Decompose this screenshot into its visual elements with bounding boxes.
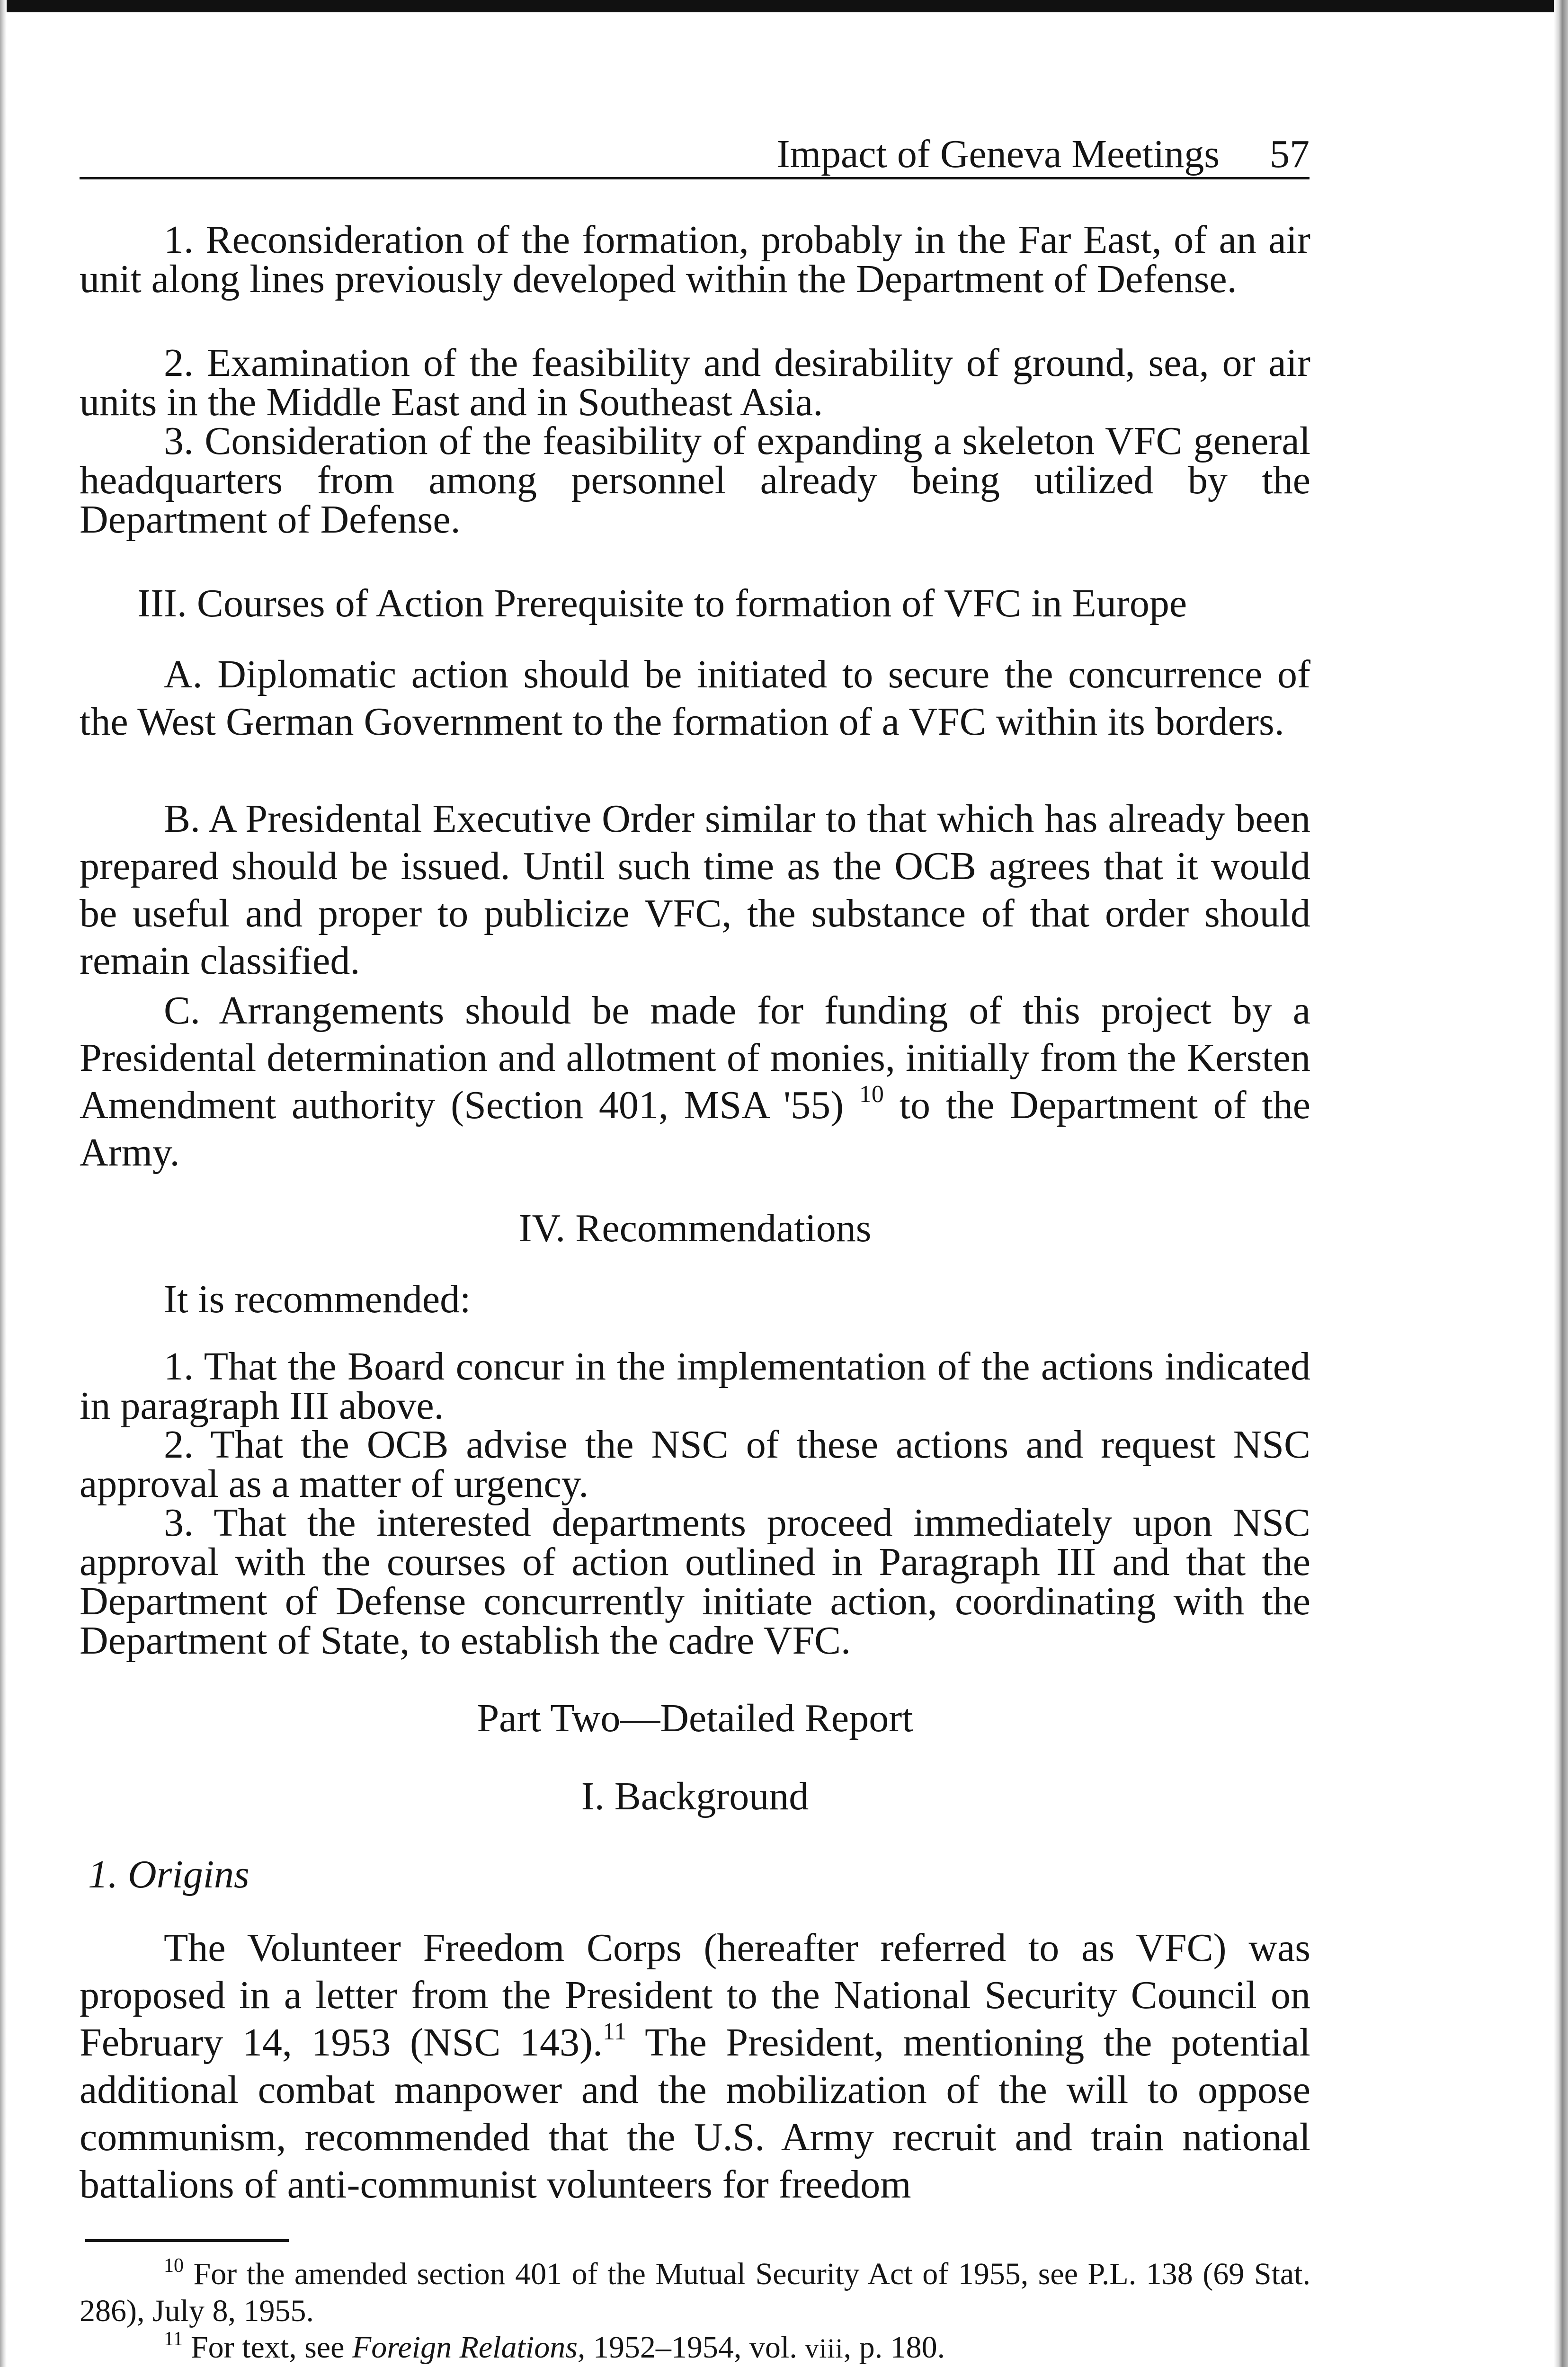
footnote-10-text: For the amended section 401 of the Mutual Security Act of 1955, see P.L. 138 (69 Stat. 286), July 8, 1955. <box>80 2257 1310 2328</box>
footnote-ref-10: 10 <box>859 1081 884 1108</box>
background-heading: I. Background <box>581 1774 809 1818</box>
recommendation-item-1: 1. That the Board concur in the implementation of the actions indicated in paragraph III above. <box>80 1344 1310 1428</box>
footnote-11-after: , p. 180. <box>843 2330 945 2365</box>
section-ii-item-1: 1. Reconsideration of the formation, probably in the Far East, of an air unit along lines previously developed within the Department of Defense. <box>80 218 1310 301</box>
section-iii-para-c <box>80 987 1310 1176</box>
recommendation-item-2: 2. That the OCB advise the NSC of these actions and request NSC approval as a matter of urgency. <box>80 1423 1310 1506</box>
section-ii-item-2: 2. Examination of the feasibility and desirability of ground, sea, or air units in the Middle East and in Southeast Asia. <box>80 341 1310 424</box>
footnote-10-mark: 10 <box>164 2255 184 2277</box>
footnote-rule <box>85 2239 289 2242</box>
origins-paragraph <box>80 1924 1310 2208</box>
origins-text-start: The Volunteer Freedom Corps (hereafter referred to as VFC) was proposed in a letter from the President to the National Security Council on February 14, 1953 (NSC 143). <box>80 1926 1310 2064</box>
section-iii-para-a: A. Diplomatic action should be initiated to secure the concurrence of the West German Government to the formation of a VFC within its borders. <box>80 652 1310 744</box>
recommendation-item-3: 3. That the interested departments proceed immediately upon NSC approval with the courses of action outlined in Paragraph III and that the Department of Defense concurrently initiate action, coordinating with the Department of State, to establish the cadre VFC. <box>80 1501 1310 1663</box>
running-header <box>80 127 1310 179</box>
origins-text-end: The President, mentioning the potential additional combat manpower and the mobilization of the will to oppose communism, recommended that the U.S. Army recruit and train national battalions of anti-communist volunteers for freedom <box>80 2020 1310 2207</box>
section-ii-item-3: 3. Consideration of the feasibility of expanding a skeleton VFC general headquarters from among personnel already being utilized by the Department of Defense. <box>80 419 1310 542</box>
section-iv-heading: IV. Recommendations <box>518 1206 872 1250</box>
footnote-11-middle: 1952–1954, vol. <box>585 2330 805 2365</box>
running-title: Impact of Geneva Meetings <box>776 132 1220 176</box>
para-c-text-start: C. Arrangements should be made for funding of this project by a Presidental determination and allotment of monies, initially from the Kersten Amendment authority (Section 401, MSA '55) <box>80 988 1310 1127</box>
part-two-heading: Part Two—Detailed Report <box>477 1696 913 1740</box>
page-number: 57 <box>1270 132 1310 176</box>
section-iii-para-b: B. A Presidental Executive Order similar to that which has already been prepared should be issued. Until such time as the OCB agrees that it would be useful and proper to publicize VFC, the substance of that order should remain classified. <box>80 797 1310 983</box>
footnote-11-before: For text, see <box>183 2330 352 2365</box>
origins-heading: 1. Origins <box>88 1852 249 1896</box>
recommendations-intro: It is recommended: <box>164 1277 471 1321</box>
para-c-text-end: to the Department of the Army. <box>80 1083 1311 1175</box>
footnote-11 <box>80 2329 1310 2367</box>
footnote-11-volume: viii <box>805 2333 844 2364</box>
footnote-ref-11: 11 <box>603 2018 627 2045</box>
scan-right-edge <box>1554 0 1568 2367</box>
footnote-11-title: Foreign Relations, <box>352 2330 586 2365</box>
footnote-11-mark: 11 <box>164 2328 183 2350</box>
footnote-10 <box>80 2256 1310 2330</box>
section-iii-heading: III. Courses of Action Prerequisite to formation of VFC in Europe <box>137 581 1187 625</box>
scan-top-border <box>0 0 1568 12</box>
scan-left-edge <box>0 0 7 2367</box>
